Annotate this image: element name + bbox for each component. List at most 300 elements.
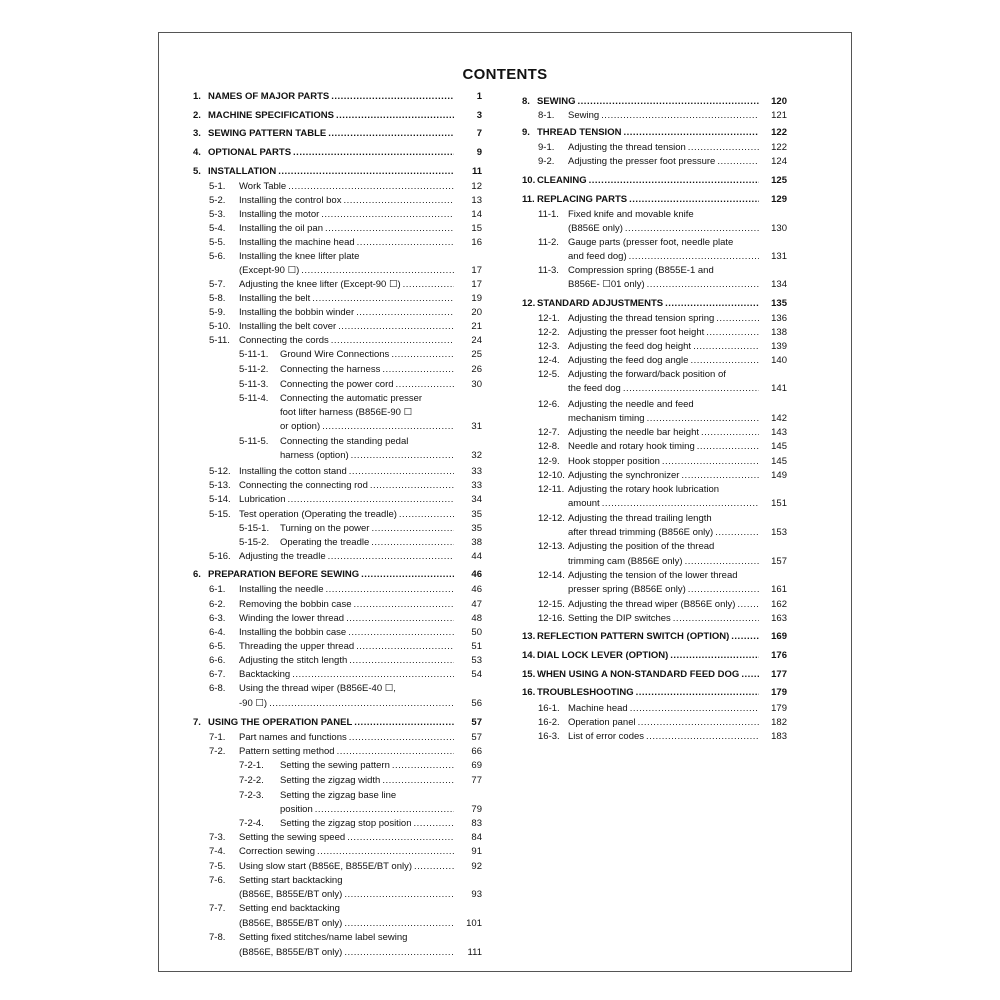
toc-entry-number: 16-1. bbox=[538, 703, 560, 714]
toc-leader-dots bbox=[347, 832, 454, 843]
toc-entry-title: Installing the needle bbox=[239, 584, 324, 595]
toc-entry-number: 14. bbox=[522, 650, 536, 661]
toc-entry-number: 5-2. bbox=[209, 195, 226, 206]
toc-leader-dots bbox=[701, 427, 759, 438]
toc-page-number: 9 bbox=[476, 147, 482, 158]
toc-entry-number: 5. bbox=[193, 166, 201, 177]
toc-leader-dots bbox=[325, 223, 454, 234]
toc-entry-title: trimming cam (B856E only) bbox=[568, 556, 683, 567]
toc-entry-title: (B856E, B855E/BT only) bbox=[239, 918, 343, 929]
toc-leader-dots bbox=[349, 732, 454, 743]
toc-entry-number: 5-15. bbox=[209, 509, 231, 520]
toc-entry-number: 11-2. bbox=[538, 237, 559, 248]
toc-entry-number: 6-5. bbox=[209, 641, 226, 652]
toc-entry-number: 5-11. bbox=[209, 335, 230, 346]
toc-entry-title: Adjusting the thread trailing length bbox=[568, 513, 712, 524]
toc-entry-title: NAMES OF MAJOR PARTS bbox=[208, 91, 330, 102]
toc-entry-title: Installing the oil pan bbox=[239, 223, 323, 234]
toc-page-number: 48 bbox=[471, 613, 482, 624]
toc-entry-number: 6-3. bbox=[209, 613, 226, 624]
toc-page-number: 47 bbox=[471, 599, 482, 610]
toc-entry-title: Winding the lower thread bbox=[239, 613, 345, 624]
toc-leader-dots bbox=[716, 313, 759, 324]
toc-leader-dots bbox=[715, 527, 759, 538]
toc-leader-dots bbox=[331, 335, 454, 346]
toc-page-number: 15 bbox=[471, 223, 482, 234]
toc-page-number: 17 bbox=[471, 265, 482, 276]
toc-entry-title: Operating the treadle bbox=[280, 537, 370, 548]
toc-page-number: 125 bbox=[771, 175, 787, 186]
toc-leader-dots bbox=[293, 147, 454, 158]
toc-entry-number: 11. bbox=[522, 194, 535, 205]
toc-page-number: 138 bbox=[771, 327, 787, 338]
toc-page-number: 14 bbox=[471, 209, 482, 220]
toc-entry-number: 12-15. bbox=[538, 599, 565, 610]
toc-leader-dots bbox=[361, 569, 454, 580]
toc-entry-number: 7-1. bbox=[209, 732, 226, 743]
toc-entry-title: Gauge parts (presser foot, needle plate bbox=[568, 237, 734, 248]
toc-page-number: 145 bbox=[771, 456, 787, 467]
toc-entry-title: SEWING bbox=[537, 96, 576, 107]
toc-entry-number: 12-12. bbox=[538, 513, 565, 524]
toc-leader-dots bbox=[646, 731, 759, 742]
toc-entry-number: 12-2. bbox=[538, 327, 560, 338]
toc-entry-title: Using the thread wiper (B856E-40 ☐, bbox=[239, 683, 396, 694]
toc-entry-number: 6-8. bbox=[209, 683, 226, 694]
toc-page-number: 169 bbox=[771, 631, 787, 642]
toc-entry-number: 9-2. bbox=[538, 156, 555, 167]
toc-leader-dots bbox=[338, 321, 454, 332]
toc-entry-title: Adjusting the treadle bbox=[239, 551, 326, 562]
toc-page-number: 1 bbox=[476, 91, 482, 102]
toc-entry-title: REFLECTION PATTERN SWITCH (OPTION) bbox=[537, 631, 730, 642]
toc-entry-title: MACHINE SPECIFICATIONS bbox=[208, 110, 334, 121]
toc-page-number: 122 bbox=[771, 127, 787, 138]
toc-entry-title: Lubrication bbox=[239, 494, 286, 505]
toc-page-number: 111 bbox=[467, 947, 482, 958]
toc-entry-title: OPTIONAL PARTS bbox=[208, 147, 292, 158]
toc-leader-dots bbox=[336, 110, 454, 121]
toc-entry-number: 7-2-3. bbox=[239, 790, 264, 801]
toc-page-number: 92 bbox=[471, 861, 482, 872]
toc-leader-dots bbox=[601, 110, 759, 121]
toc-entry-number: 5-11-1. bbox=[239, 349, 269, 360]
toc-entry-number: 8. bbox=[522, 96, 530, 107]
toc-entry-title: Sewing bbox=[568, 110, 600, 121]
toc-entry-title: List of error codes bbox=[568, 731, 645, 742]
toc-entry-title: Adjusting the tension of the lower thread bbox=[568, 570, 738, 581]
toc-page-number: 140 bbox=[771, 355, 787, 366]
toc-page-number: 129 bbox=[771, 194, 787, 205]
toc-page-number: 13 bbox=[471, 195, 482, 206]
toc-entry-title: Adjusting the needle and feed bbox=[568, 399, 694, 410]
toc-leader-dots bbox=[396, 379, 454, 390]
toc-page-number: 31 bbox=[471, 421, 482, 432]
toc-entry-title: foot lifter harness (B856E-90 ☐ bbox=[280, 407, 413, 418]
toc-page-number: 20 bbox=[471, 307, 482, 318]
toc-entry-title: Setting the DIP switches bbox=[568, 613, 671, 624]
toc-page-number: 12 bbox=[471, 181, 482, 192]
toc-entry-title: Setting the zigzag stop position bbox=[280, 818, 412, 829]
toc-leader-dots bbox=[414, 818, 454, 829]
toc-entry-title: Adjusting the presser foot pressure bbox=[568, 156, 716, 167]
toc-entry-number: 5-15-1. bbox=[239, 523, 270, 534]
toc-entry-number: 6-4. bbox=[209, 627, 226, 638]
toc-entry-number: 5-7. bbox=[209, 279, 226, 290]
toc-page-number: 131 bbox=[771, 251, 787, 262]
toc-entry-number: 9-1. bbox=[538, 142, 555, 153]
toc-page-number: 161 bbox=[771, 584, 787, 595]
toc-page-number: 19 bbox=[471, 293, 482, 304]
toc-page-number: 83 bbox=[471, 818, 482, 829]
toc-entry-number: 11-1. bbox=[538, 209, 559, 220]
toc-entry-title: Part names and functions bbox=[239, 732, 347, 743]
toc-entry-number: 7-3. bbox=[209, 832, 226, 843]
toc-entry-title: Installing the bobbin case bbox=[239, 627, 347, 638]
toc-leader-dots bbox=[670, 650, 759, 661]
toc-page-number: 176 bbox=[771, 650, 787, 661]
toc-leader-dots bbox=[578, 96, 759, 107]
toc-entry-title: Installing the belt bbox=[239, 293, 311, 304]
toc-leader-dots bbox=[399, 509, 454, 520]
toc-entry-number: 16-2. bbox=[538, 717, 560, 728]
page-title: CONTENTS bbox=[462, 66, 548, 83]
toc-page-number: 124 bbox=[771, 156, 787, 167]
toc-page-number: 149 bbox=[771, 470, 787, 481]
toc-page-number: 35 bbox=[471, 509, 482, 520]
toc-page-number: 51 bbox=[471, 641, 482, 652]
toc-leader-dots bbox=[690, 355, 759, 366]
toc-entry-number: 7-2-2. bbox=[239, 775, 264, 786]
toc-entry-number: 5-14. bbox=[209, 494, 231, 505]
toc-page-number: 35 bbox=[471, 523, 482, 534]
toc-leader-dots bbox=[312, 293, 454, 304]
toc-entry-number: 7-7. bbox=[209, 903, 226, 914]
toc-page-number: 130 bbox=[771, 223, 787, 234]
toc-entry-number: 5-16. bbox=[209, 551, 231, 562]
toc-entry-number: 7-4. bbox=[209, 846, 226, 857]
toc-entry-title: Fixed knife and movable knife bbox=[568, 209, 694, 220]
toc-page-number: 38 bbox=[471, 537, 482, 548]
toc-entry-number: 3. bbox=[193, 128, 201, 139]
toc-page-number: 157 bbox=[771, 556, 787, 567]
toc-entry-title: Setting fixed stitches/name label sewing bbox=[239, 932, 408, 943]
toc-entry-title: Ground Wire Connections bbox=[280, 349, 390, 360]
toc-entry-title: Compression spring (B855E-1 and bbox=[568, 265, 714, 276]
toc-leader-dots bbox=[287, 494, 454, 505]
toc-leader-dots bbox=[371, 537, 454, 548]
toc-leader-dots bbox=[693, 341, 759, 352]
toc-page-number: 77 bbox=[471, 775, 482, 786]
toc-entry-number: 5-11-2. bbox=[239, 364, 269, 375]
toc-entry-title: (Except-90 ☐) bbox=[239, 265, 300, 276]
toc-leader-dots bbox=[348, 627, 454, 638]
toc-entry-title: Hook stopper position bbox=[568, 456, 660, 467]
toc-leader-dots bbox=[321, 209, 454, 220]
toc-entry-number: 5-3. bbox=[209, 209, 226, 220]
toc-leader-dots bbox=[638, 717, 759, 728]
toc-entry-title: STANDARD ADJUSTMENTS bbox=[537, 298, 664, 309]
toc-entry-title: Needle and rotary hook timing bbox=[568, 441, 695, 452]
toc-entry-title: USING THE OPERATION PANEL bbox=[208, 717, 353, 728]
toc-page-number: 136 bbox=[771, 313, 787, 324]
toc-entry-title: Setting end backtacking bbox=[239, 903, 340, 914]
toc-entry-number: 7-5. bbox=[209, 861, 226, 872]
toc-page-number: 134 bbox=[771, 279, 787, 290]
toc-entry-number: 12-5. bbox=[538, 369, 560, 380]
toc-entry-title: Adjusting the feed dog angle bbox=[568, 355, 689, 366]
toc-entry-title: Installing the belt cover bbox=[239, 321, 337, 332]
toc-page-number: 69 bbox=[471, 760, 482, 771]
toc-entry-title: Removing the bobbin case bbox=[239, 599, 352, 610]
toc-page-number: 17 bbox=[471, 279, 482, 290]
toc-entry-title: Connecting the harness bbox=[280, 364, 381, 375]
toc-entry-number: 7-2-4. bbox=[239, 818, 264, 829]
toc-leader-dots bbox=[278, 166, 454, 177]
toc-entry-title: Adjusting the thread tension bbox=[568, 142, 686, 153]
toc-page-number: 141 bbox=[771, 383, 787, 394]
toc-page-number: 101 bbox=[466, 918, 482, 929]
toc-leader-dots bbox=[688, 584, 759, 595]
toc-leader-dots bbox=[331, 91, 454, 102]
toc-entry-title: Work Table bbox=[239, 181, 287, 192]
toc-entry-number: 5-11-4. bbox=[239, 393, 269, 404]
toc-leader-dots bbox=[328, 128, 454, 139]
toc-entry-title: or option) bbox=[280, 421, 321, 432]
toc-page-number: 91 bbox=[471, 846, 482, 857]
toc-page-number: 142 bbox=[771, 413, 787, 424]
toc-leader-dots bbox=[629, 194, 759, 205]
toc-page-number: 3 bbox=[476, 110, 482, 121]
toc-page-number: 66 bbox=[471, 746, 482, 757]
toc-page-number: 153 bbox=[771, 527, 787, 538]
toc-leader-dots bbox=[630, 703, 759, 714]
toc-entry-number: 13. bbox=[522, 631, 536, 642]
toc-leader-dots bbox=[731, 631, 759, 642]
toc-entry-number: 5-6. bbox=[209, 251, 226, 262]
toc-entry-number: 5-11-5. bbox=[239, 436, 269, 447]
toc-entry-title: (B856E only) bbox=[568, 223, 623, 234]
toc-entry-title: Adjusting the rotary hook lubrication bbox=[568, 484, 720, 495]
toc-page-number: 44 bbox=[471, 551, 482, 562]
toc-entry-number: 7-2-1. bbox=[239, 760, 264, 771]
toc-leader-dots bbox=[673, 613, 759, 624]
toc-entry-number: 7. bbox=[193, 717, 201, 728]
toc-entry-number: 12-10. bbox=[538, 470, 565, 481]
toc-leader-dots bbox=[356, 307, 454, 318]
toc-page-number: 79 bbox=[471, 804, 482, 815]
toc-entry-title: Machine head bbox=[568, 703, 628, 714]
toc-entry-number: 2. bbox=[193, 110, 201, 121]
toc-page-number: 46 bbox=[471, 569, 482, 580]
toc-entry-title: Setting start backtacking bbox=[239, 875, 343, 886]
toc-entry-title: mechanism timing bbox=[568, 413, 645, 424]
toc-leader-dots bbox=[688, 142, 759, 153]
toc-page-number: 34 bbox=[471, 494, 482, 505]
toc-page-number: 182 bbox=[771, 717, 787, 728]
toc-entry-number: 8-1. bbox=[538, 110, 555, 121]
toc-leader-dots bbox=[322, 421, 454, 432]
toc-entry-title: after thread trimming (B856E only) bbox=[568, 527, 714, 538]
toc-entry-title: INSTALLATION bbox=[208, 166, 277, 177]
toc-entry-title: PREPARATION BEFORE SEWING bbox=[208, 569, 360, 580]
toc-entry-title: Turning on the power bbox=[280, 523, 370, 534]
document-page bbox=[158, 32, 852, 972]
toc-page-number: 179 bbox=[771, 703, 787, 714]
toc-page-number: 32 bbox=[471, 450, 482, 461]
toc-entry-title: Connecting the power cord bbox=[280, 379, 394, 390]
toc-entry-number: 5-1. bbox=[209, 181, 226, 192]
toc-page-number: 162 bbox=[771, 599, 787, 610]
toc-leader-dots bbox=[301, 265, 454, 276]
toc-entry-title: position bbox=[280, 804, 313, 815]
toc-entry-title: and feed dog) bbox=[568, 251, 627, 262]
toc-leader-dots bbox=[370, 480, 454, 491]
toc-entry-number: 6. bbox=[193, 569, 201, 580]
toc-page-number: 26 bbox=[471, 364, 482, 375]
toc-leader-dots bbox=[636, 687, 759, 698]
toc-leader-dots bbox=[326, 584, 454, 595]
toc-leader-dots bbox=[706, 327, 759, 338]
toc-leader-dots bbox=[681, 470, 759, 481]
toc-entry-number: 12-13. bbox=[538, 541, 565, 552]
toc-page-number: 33 bbox=[471, 466, 482, 477]
toc-page-number: 33 bbox=[471, 480, 482, 491]
toc-entry-title: Threading the upper thread bbox=[239, 641, 355, 652]
toc-leader-dots bbox=[685, 556, 759, 567]
toc-page-number: 84 bbox=[471, 832, 482, 843]
toc-page-number: 57 bbox=[471, 717, 482, 728]
toc-leader-dots bbox=[292, 669, 454, 680]
toc-leader-dots bbox=[349, 655, 454, 666]
toc-entry-title: harness (option) bbox=[280, 450, 349, 461]
toc-entry-title: CLEANING bbox=[537, 175, 587, 186]
toc-entry-number: 5-4. bbox=[209, 223, 226, 234]
toc-entry-title: Test operation (Operating the treadle) bbox=[239, 509, 397, 520]
toc-leader-dots bbox=[337, 746, 454, 757]
toc-page-number: 145 bbox=[771, 441, 787, 452]
toc-leader-dots bbox=[357, 237, 454, 248]
toc-entry-number: 5-10. bbox=[209, 321, 231, 332]
toc-entry-title: Setting the sewing pattern bbox=[280, 760, 390, 771]
toc-leader-dots bbox=[623, 127, 759, 138]
toc-entry-title: REPLACING PARTS bbox=[537, 194, 628, 205]
toc-leader-dots bbox=[371, 523, 454, 534]
toc-entry-number: 5-8. bbox=[209, 293, 226, 304]
toc-entry-title: Adjusting the synchronizer bbox=[568, 470, 680, 481]
toc-entry-number: 9. bbox=[522, 127, 530, 138]
toc-entry-number: 16. bbox=[522, 687, 536, 698]
toc-leader-dots bbox=[349, 466, 454, 477]
toc-entry-title: Installing the knee lifter plate bbox=[239, 251, 360, 262]
toc-leader-dots bbox=[623, 383, 759, 394]
toc-entry-title: Installing the machine head bbox=[239, 237, 355, 248]
toc-entry-number: 12-6. bbox=[538, 399, 560, 410]
toc-leader-dots bbox=[414, 861, 454, 872]
toc-entry-title: WHEN USING A NON-STANDARD FEED DOG bbox=[537, 669, 740, 680]
toc-leader-dots bbox=[629, 251, 759, 262]
toc-entry-title: Adjusting the presser foot height bbox=[568, 327, 705, 338]
toc-page-number: 11 bbox=[471, 166, 482, 177]
toc-leader-dots bbox=[344, 889, 454, 900]
toc-leader-dots bbox=[602, 498, 759, 509]
toc-page-number: 57 bbox=[471, 732, 482, 743]
toc-leader-dots bbox=[354, 599, 455, 610]
toc-page-number: 121 bbox=[771, 110, 787, 121]
toc-page-number: 135 bbox=[771, 298, 787, 309]
toc-page-number: 24 bbox=[471, 335, 482, 346]
toc-leader-dots bbox=[741, 669, 759, 680]
toc-leader-dots bbox=[697, 441, 759, 452]
toc-entry-number: 12-16. bbox=[538, 613, 565, 624]
toc-page-number: 56 bbox=[471, 698, 482, 709]
toc-leader-dots bbox=[382, 775, 454, 786]
toc-entry-number: 15. bbox=[522, 669, 536, 680]
toc-page-number: 183 bbox=[771, 731, 787, 742]
toc-entry-number: 12-9. bbox=[538, 456, 560, 467]
toc-entry-title: Adjusting the thread wiper (B856E only) bbox=[568, 599, 736, 610]
toc-entry-title: SEWING PATTERN TABLE bbox=[208, 128, 327, 139]
toc-page-number: 50 bbox=[471, 627, 482, 638]
toc-entry-title: Backtacking bbox=[239, 669, 291, 680]
toc-page-number: 54 bbox=[471, 669, 482, 680]
toc-entry-number: 5-15-2. bbox=[239, 537, 270, 548]
toc-entry-number: 10. bbox=[522, 175, 536, 186]
toc-leader-dots bbox=[346, 613, 454, 624]
toc-entry-title: B856E- ☐01 only) bbox=[568, 279, 645, 290]
toc-page-number: 7 bbox=[476, 128, 482, 139]
toc-entry-number: 11-3. bbox=[538, 265, 559, 276]
toc-leader-dots bbox=[382, 364, 454, 375]
toc-page-number: 53 bbox=[471, 655, 482, 666]
toc-page-number: 163 bbox=[771, 613, 787, 624]
toc-entry-title: Connecting the cords bbox=[239, 335, 329, 346]
toc-page-number: 21 bbox=[471, 321, 482, 332]
toc-page-number: 25 bbox=[471, 349, 482, 360]
toc-entry-number: 6-7. bbox=[209, 669, 226, 680]
toc-entry-title: Installing the bobbin winder bbox=[239, 307, 355, 318]
toc-entry-title: Installing the control box bbox=[239, 195, 342, 206]
toc-leader-dots bbox=[403, 279, 454, 290]
toc-leader-dots bbox=[356, 641, 454, 652]
toc-leader-dots bbox=[391, 349, 454, 360]
toc-entry-number: 12-11. bbox=[538, 484, 565, 495]
toc-entry-number: 7-6. bbox=[209, 875, 226, 886]
toc-entry-title: Adjusting the thread tension spring bbox=[568, 313, 715, 324]
toc-entry-title: DIAL LOCK LEVER (OPTION) bbox=[537, 650, 669, 661]
toc-leader-dots bbox=[589, 175, 759, 186]
toc-leader-dots bbox=[269, 698, 454, 709]
toc-entry-number: 7-8. bbox=[209, 932, 226, 943]
toc-leader-dots bbox=[317, 846, 454, 857]
toc-entry-title: (B856E, B855E/BT only) bbox=[239, 889, 343, 900]
toc-entry-number: 12. bbox=[522, 298, 536, 309]
toc-entry-title: Adjusting the stitch length bbox=[239, 655, 348, 666]
toc-leader-dots bbox=[344, 947, 454, 958]
toc-entry-title: Adjusting the position of the thread bbox=[568, 541, 715, 552]
toc-entry-number: 6-2. bbox=[209, 599, 226, 610]
toc-entry-title: Operation panel bbox=[568, 717, 636, 728]
toc-page-number: 30 bbox=[471, 379, 482, 390]
toc-entry-number: 12-14. bbox=[538, 570, 565, 581]
toc-entry-number: 5-13. bbox=[209, 480, 231, 491]
toc-page-number: 179 bbox=[771, 687, 787, 698]
toc-entry-number: 5-9. bbox=[209, 307, 226, 318]
toc-entry-title: TROUBLESHOOTING bbox=[537, 687, 634, 698]
toc-page-number: 143 bbox=[771, 427, 787, 438]
toc-entry-title: Pattern setting method bbox=[239, 746, 335, 757]
toc-entry-title: Connecting the connecting rod bbox=[239, 480, 368, 491]
